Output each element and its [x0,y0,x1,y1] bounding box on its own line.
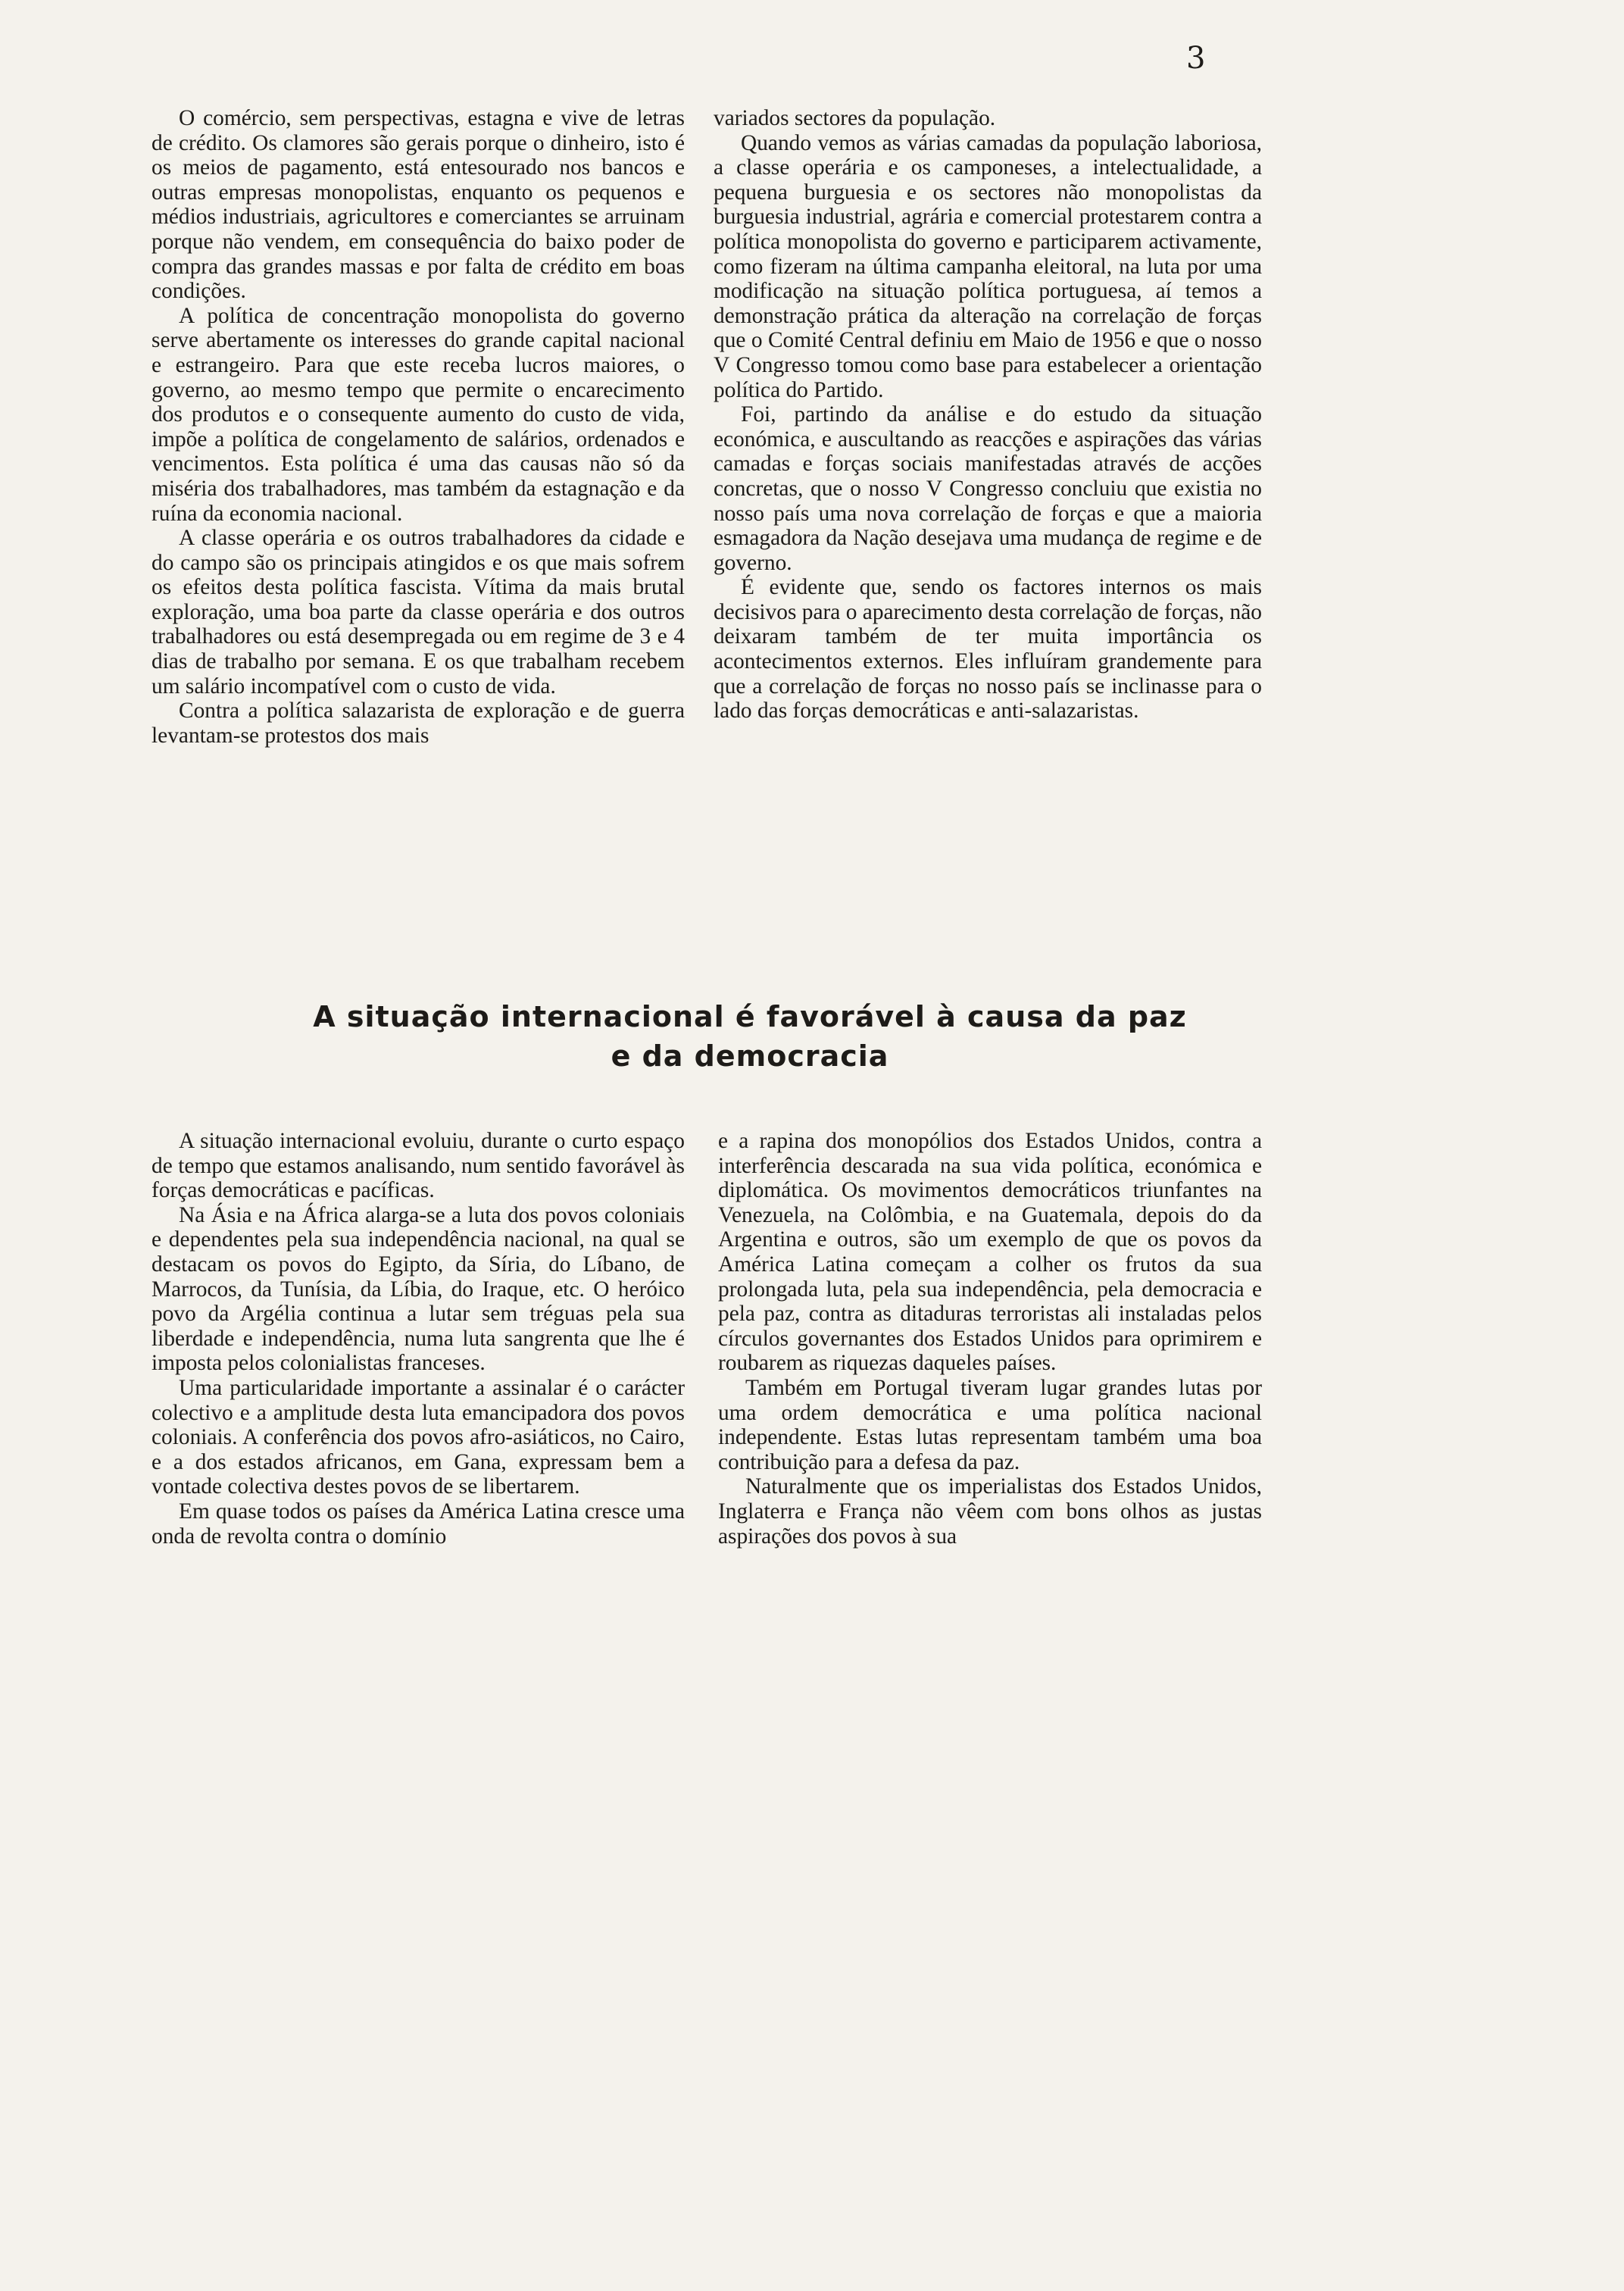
paragraph: A classe operária e os outros trabalhadores da cidade e do campo são os principais atingidos e os que mais sofrem os efeitos desta política fascista. Vítima da mais brutal exploração, uma boa parte da classe operária e dos outros trabalhadores ou está desempregada ou em regime de 3 e 4 dias de trabalho por semana. E os que trabalham recebem um salário incompatível com o custo de vida. [151,526,685,699]
paragraph: Também em Portugal tiveram lugar grandes lutas por uma ordem democrática e uma política nacional independente. Estas lutas representam também uma boa contribuição para a defesa da paz. [718,1375,1262,1474]
page-number: 3 [1186,41,1206,76]
bottom-left-column [151,1129,685,1549]
top-left-column [151,106,685,748]
paragraph: Contra a política salazarista de exploração e de guerra levantam-se protestos dos mais [151,699,685,748]
paragraph: Quando vemos as várias camadas da população laboriosa, a classe operária e os camponeses, a intelectualidade, a pequena burguesia e os sectores não monopolistas da burguesia industrial, agrária e comercial protestarem contra a política monopolista do governo e participarem activamente, como fizeram na última campanha eleitoral, na luta por uma modificação na situação política portuguesa, aí temos a demonstração prática da alteração na correlação de forças que o Comité Central definiu em Maio de 1956 e que o nosso V Congresso tomou como base para estabelecer a orientação política do Partido. [714,130,1262,402]
paragraph: É evidente que, sendo os factores internos os mais decisivos para o aparecimento desta correlação de forças, não deixaram também de ter muita importância os acontecimentos externos. Eles influíram grandemente para que a correlação de forças no nosso país se inclinasse para o lado das forças democráticas e anti-salazaristas. [714,575,1262,724]
section-heading [227,997,1273,1076]
paragraph: e a rapina dos monopólios dos Estados Unidos, contra a interferência descarada na sua vida política, económica e diplomática. Os movimentos democráticos triunfantes na Venezuela, na Colômbia, e na Guatemala, depois do da Argentina e outros, são um exemplo de que os povos da América Latina começam a colher os frutos da sua prolongada luta, pela sua independência, pela democracia e pela paz, contra as ditaduras terroristas ali instaladas pelos círculos governantes dos Estados Unidos para oprimirem e roubarem as riquezas daqueles países. [718,1129,1262,1376]
paragraph: variados sectores da população. [714,106,996,130]
paragraph: O comércio, sem perspectivas, estagna e vive de letras de crédito. Os clamores são gerais porque o dinheiro, isto é os meios de pagamento, está entesourado nos bancos e outras empresas monopolistas, enquanto os pequenos e médios industriais, agricultores e comerciantes se arruinam porque não vendem, em consequência do baixo poder de compra das grandes massas e por falta de crédito em boas condições. [151,106,685,304]
bottom-right-column [718,1129,1262,1549]
paragraph: Foi, partindo da análise e do estudo da situação económica, e auscultando as reacções e aspirações das várias camadas e forças sociais manifestadas através de acções concretas, que o nosso V Congresso concluiu que existia no nosso país uma nova correlação de forças e que a maioria esmagadora da Nação desejava uma mudança de regime e de governo. [714,402,1262,575]
paragraph: A política de concentração monopolista do governo serve abertamente os interesses do grande capital nacional e estrangeiro. Para que este receba lucros maiores, o governo, ao mesmo tempo que permite o encarecimento dos produtos e o consequente aumento do custo de vida, impõe a política de congelamento de salários, ordenados e vencimentos. Esta política é uma das causas não só da miséria dos trabalhadores, mas também da estagnação e da ruína da economia nacional. [151,303,685,526]
paragraph: Em quase todos os países da América Latina cresce uma onda de revolta contra o domínio [151,1499,685,1549]
paragraph: Na Ásia e na África alarga-se a luta dos povos coloniais e dependentes pela sua independência nacional, na qual se destacam os povos do Egipto, da Síria, do Líbano, de Marrocos, da Tunísia, da Líbia, do Iraque, etc. O heróico povo da Argélia continua a lutar sem tréguas pela sua liberdade e independência, numa luta sangrenta que lhe é imposta pelos colonialistas franceses. [151,1202,685,1376]
section-heading-line-1: A situação internacional é favorável à causa da paz [313,1000,1187,1033]
top-right-column [714,106,1262,724]
paragraph: Uma particularidade importante a assinalar é o carácter colectivo e a amplitude desta luta emancipadora dos povos coloniais. A conferência dos povos afro-asiáticos, no Cairo, e a dos estados africanos, em Gana, expressam bem a vontade colectiva destes povos de se libertarem. [151,1375,685,1499]
section-heading-line-2: e da democracia [611,1039,889,1073]
paragraph: A situação internacional evoluiu, durante o curto espaço de tempo que estamos analisando, num sentido favorável às forças democráticas e pacíficas. [151,1129,685,1203]
paragraph: Naturalmente que os imperialistas dos Estados Unidos, Inglaterra e França não vêem com bons olhos as justas aspirações dos povos à sua [718,1474,1262,1549]
